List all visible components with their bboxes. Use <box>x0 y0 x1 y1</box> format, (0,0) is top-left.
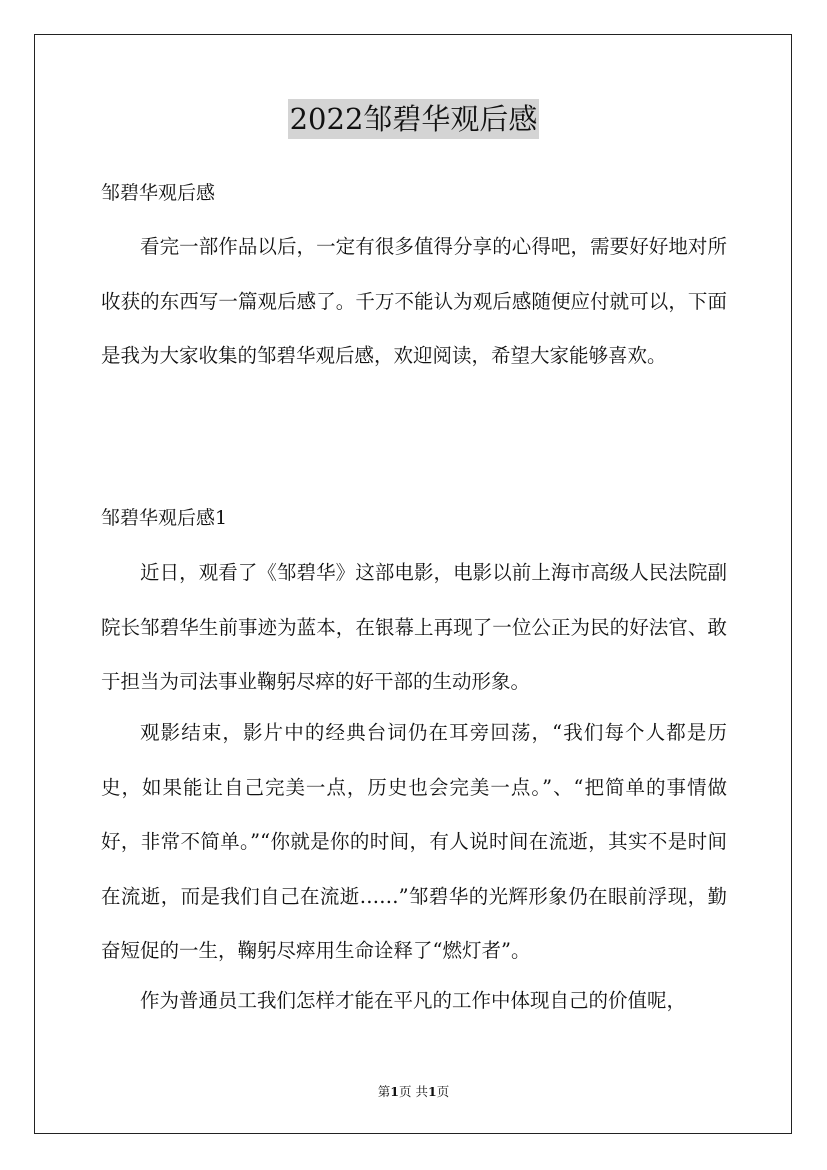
body-paragraph-1: 近日，观看了《邹碧华》这部电影，电影以前上海市高级人民法院副院长邹碧华生前事迹为蓝本，在银幕上再现了一位公正为民的好法官、敢于担当为司法事业鞠躬尽瘁的好干部的生动形象。 <box>101 561 727 693</box>
intro-paragraph: 看完一部作品以后，一定有很多值得分享的心得吧，需要好好地对所收获的东西写一篇观后感了。千万不能认为观后感随便应付就可以，下面是我为大家收集的邹碧华观后感，欢迎阅读，希望大家能够喜欢。 <box>101 235 727 367</box>
footer-prefix: 第 <box>377 1084 391 1099</box>
footer-mid: 页 共 <box>399 1084 428 1099</box>
footer-suffix: 页 <box>436 1084 450 1099</box>
intro-heading: 邹碧华观后感 <box>101 182 216 204</box>
body-paragraph-2: 观影结束，影片中的经典台词仍在耳旁回荡，“我们每个人都是历史，如果能让自己完美一点，历史也会完美一点。”、“把简单的事情做好，非常不简单。”“你就是你的时间，有人说时间在流逝，其实不是时间在流逝，而是我们自己在流逝……”邹碧华的光辉形象仍在眼前浮现，勤奋短促的一生，鞠躬尽瘁用生命诠释了“燃灯者”。 <box>101 721 727 962</box>
document-title: 2022邹碧华观后感 <box>288 99 540 139</box>
section-heading: 邹碧华观后感1 <box>101 507 228 529</box>
title-container <box>0 99 827 139</box>
footer-current-page: 1 <box>390 1084 399 1099</box>
page-footer <box>0 1084 827 1100</box>
body-paragraph-3: 作为普通员工我们怎样才能在平凡的工作中体现自己的价值呢， <box>140 989 687 1012</box>
footer-total-pages: 1 <box>427 1084 437 1099</box>
